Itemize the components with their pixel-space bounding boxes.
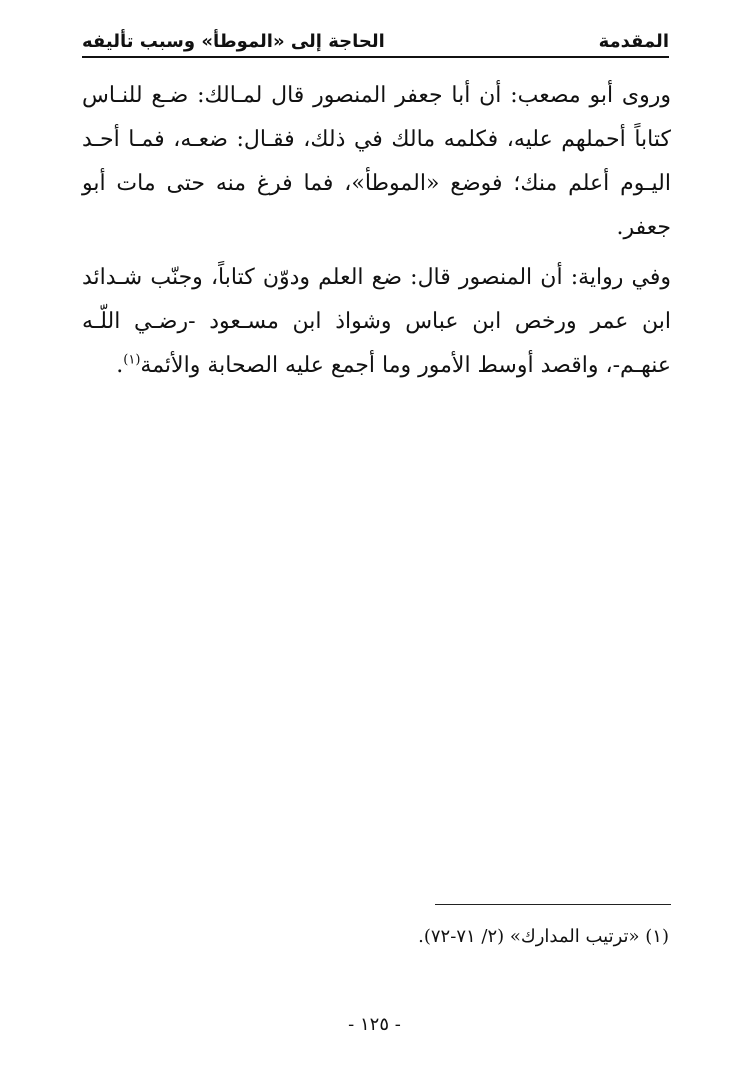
paragraph-2-text: وفي رواية: أن المنصور قال: ضع العلم ودوّن كتاباً، وجنّب شـدائد ابن عمر ورخص ابن عباس وشواذ ابن مسـعود -رضـي اللّـه عنهـم-، واقصد أوسط الأمور وما أجمع عليه الصحابة والأئمة [82,265,671,378]
running-header [82,26,669,56]
paragraph-1: وروى أبو مصعب: أن أبا جعفر المنصور قال لمـالك: ضـع للنـاس كتاباً أحملهم عليه، فكلمه مالك في ذلك، فقـال: ضعـه، فمـا أحـد اليـوم أعلم منك؛ فوضع «الموطأ»، فما فرغ منه حتى مات أبو جعفر. [82,83,671,240]
chapter-title: الحاجة إلى «الموطأ» وسبب تأليفه [82,30,385,52]
page-number: - ١٢٥ - [348,1014,401,1035]
footnote: (١) «ترتيب المدارك» (٢/ ٧١-٧٢). [418,926,669,947]
footnote-reference: (١) [123,352,141,368]
header-divider [82,56,669,58]
paragraph-2-end: . [116,353,124,378]
main-text [82,74,671,394]
footnote-divider [435,904,671,905]
paragraph-2 [82,256,671,388]
section-title: المقدمة [598,30,669,52]
